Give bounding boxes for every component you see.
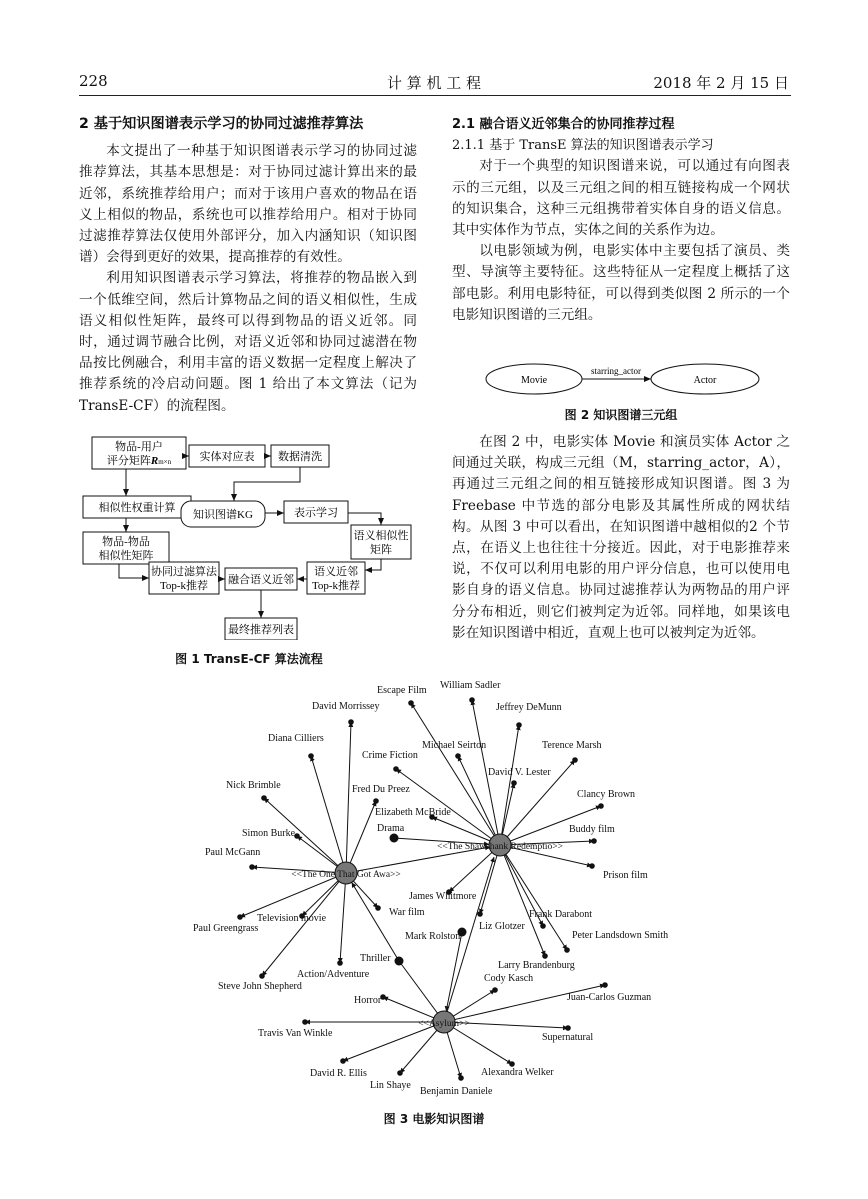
node-label-33: Travis Van Winkle (258, 1028, 333, 1039)
node-label-35: David R. Ellis (310, 1068, 367, 1079)
node-dot-37 (397, 1070, 403, 1076)
edge-30 (262, 873, 346, 976)
node-label-29: Cody Kasch (484, 973, 534, 984)
node-label-5: Michael Seirton (422, 740, 487, 751)
node-label-36: Alexandra Welker (481, 1067, 554, 1078)
node-label-14: Drama (377, 823, 405, 834)
node-dot-22 (237, 914, 243, 920)
node-label-19: War film (389, 907, 425, 918)
edge-27 (500, 845, 545, 956)
node-label-4: Diana Cilliers (268, 733, 324, 744)
box-repr-learning-text: 表示学习 (294, 507, 338, 519)
node-dot-7 (393, 766, 399, 772)
box-cf-topk-l2: Top-k推荐 (159, 580, 209, 592)
box-semantic-similarity-l1: 语义相似性 (353, 530, 409, 542)
node-dot-14 (390, 834, 399, 843)
node-dot-8 (511, 780, 517, 786)
right-paragraph-1: 对于一个典型的知识图谱来说，可以通过有向图表示的三元组，以及三元组之间的相互链接构成一个网状的知识集合，这种三元组携带着实体自身的语义信息。其中实体作为节点，实体之间的关系作为边。 (452, 158, 790, 239)
node-label-23: Liz Glotzer (479, 921, 525, 932)
node-dot-4 (308, 753, 314, 759)
node-dot-6 (572, 757, 578, 763)
node-dot-28 (337, 960, 343, 966)
box-semantic-neighbors-l1: 语义近邻 (314, 566, 358, 578)
node-dot-1 (469, 697, 475, 703)
hub-shawshank-label: <<The Shawshank Redemptio>> (437, 842, 563, 852)
node-label-3: Jeffrey DeMunn (496, 702, 562, 713)
node-label-26: Thriller (360, 953, 391, 964)
node-dot-26 (395, 957, 404, 966)
edge-10 (346, 801, 376, 873)
node-dot-29 (492, 987, 498, 993)
figure-2-caption: 图 2 知识图谱三元组 (564, 408, 678, 422)
node-dot-5 (455, 753, 461, 759)
node-label-18: James Whitmore (409, 891, 477, 902)
node-label-15: Buddy film (569, 824, 615, 835)
node-dot-23 (477, 911, 483, 917)
figure-3-caption: 图 3 电影知识图谱 (383, 1112, 485, 1126)
node-dot-9 (261, 795, 267, 801)
node-label-31: Juan-Carlos Guzman (567, 992, 652, 1003)
node-label-30: Steve John Shepherd (218, 981, 302, 992)
node-label-10: Fred Du Preez (352, 784, 410, 795)
right-paragraph-3: 在图 2 中，电影实体 Movie 和演员实体 Actor 之间通过关联，构成三元组（M，starring_actor，A），再通过三元组之间的相互链接形成知识图谱。图 3 为 Freebase 中节选的部分电影及其属性所成的网状结构。从图 3 中可以看出，在知识图谱中越相似的2 个节点，在语义上也往往十分接近。因此，对于电影推荐来说，不仅可以利用电影的用户评分信息，也可以使用电影自身的语义信息。协同过滤推荐认为两物品的用户评分分布相近，则它们被判定为近邻。同样地，如果该电影在知识图谱中相近，直观上也可以被判定为近邻。 (452, 434, 790, 641)
box-semantic-similarity-l2: 矩阵 (370, 544, 392, 556)
left-paragraph-2: 利用知识图谱表示学习算法，将推荐的物品嵌入到一个低维空间，然后计算物品之间的语义相似性，生成语义相似性矩阵，最终可以得到物品的语义近邻。同时，通过调节融合比例，对语义近邻和协同过滤潜在物品按比例融合，利用丰富的语义数据一定程度上解决了推荐系统的冷启动问题。图 1 给出了本文算法（记为 TransE-CF）的流程图。 (79, 270, 417, 414)
node-dot-2 (348, 719, 354, 725)
triple-relation-label: starring_actor (591, 366, 641, 376)
node-label-22: Paul Greengrass (193, 923, 259, 934)
node-label-38: Benjamin Daniele (420, 1086, 493, 1097)
node-label-9: Nick Brimble (226, 780, 281, 791)
edge-2 (346, 722, 351, 873)
node-label-8: David V. Lester (488, 767, 551, 778)
node-label-34: Supernatural (542, 1032, 594, 1043)
node-label-25: Peter Landsdown Smith (572, 930, 669, 941)
node-dot-34 (565, 1025, 571, 1031)
node-label-1: William Sadler (440, 680, 501, 691)
box-knowledge-graph-text: 知识图谱KG (193, 509, 253, 521)
node-dot-27 (542, 953, 548, 959)
node-label-11: Clancy Brown (577, 789, 636, 800)
node-dot-35 (340, 1058, 346, 1064)
node-dot-36 (509, 1061, 515, 1067)
subsubsection-title: 2.1.1 基于 TransE 算法的知识图谱表示学习 (452, 138, 714, 154)
node-dot-0 (408, 700, 414, 706)
node-dot-19 (375, 905, 381, 911)
right-paragraph-2: 以电影领域为例，电影实体中主要包括了演员、类型、导演等主要特征。这些特征从一定程度上概括了这部电影。利用电影特征，可以得到类似图 2 所示的一个电影知识图谱的三元组。 (452, 243, 790, 323)
box-data-cleaning-text: 数据清洗 (278, 451, 322, 463)
edge-4 (311, 756, 346, 873)
hub-asylum-label: <<Asylum>> (418, 1019, 470, 1029)
node-label-16: Paul McGann (205, 847, 261, 858)
node-label-21: Television movie (257, 913, 327, 924)
box-cf-topk-l1: 协同过滤算法 (151, 566, 217, 578)
node-label-13: Simon Burke (242, 828, 296, 839)
edge-28 (340, 873, 346, 963)
node-dot-11 (598, 803, 604, 809)
node-label-17: Prison film (603, 870, 648, 881)
node-dot-33 (302, 1019, 308, 1025)
section-title: 2 基于知识图谱表示学习的协同过滤推荐算法 (79, 116, 364, 132)
node-label-6: Terence Marsh (542, 740, 602, 751)
node-label-12: Elizabeth McBride (375, 807, 451, 818)
hub-one-that-got-away-label: <<The One That Got Awa>> (291, 870, 401, 880)
left-paragraph-1: 本文提出了一种基于知识图谱表示学习的协同过滤推荐算法，其基本思想是：对于协同过滤计算出来的最近邻，系统推荐给用户；而对于该用户喜欢的物品在语义上相似的物品，系统也可以推荐给用户。相对于协同过滤推荐算法仅使用外部评分，加入内涵知识（知识图谱）会得到更好的效果，提高推荐的有效性。 (79, 143, 417, 266)
figure-1-caption: 图 1 TransE-CF 算法流程 (175, 652, 323, 666)
box-item-similarity-l1: 物品-物品 (102, 536, 150, 548)
box-rating-matrix-l1: 物品-用户 (115, 441, 163, 453)
node-label-7: Crime Fiction (362, 750, 418, 761)
subsection-title: 2.1 融合语义近邻集合的协同推荐过程 (452, 117, 675, 132)
node-dot-17 (589, 863, 595, 869)
node-dot-10 (373, 798, 379, 804)
node-label-27: Larry Brandenburg (498, 960, 575, 971)
box-item-similarity-l2: 相似性矩阵 (98, 550, 154, 562)
node-dot-15 (591, 838, 597, 844)
node-dot-38 (458, 1075, 464, 1081)
triple-tail-label: Actor (693, 375, 717, 386)
box-similarity-weight-text: 相似性权重计算 (98, 502, 176, 514)
node-label-32: Horror (354, 995, 382, 1006)
box-rating-matrix-l2: 评分矩阵Rm×n (106, 455, 172, 467)
node-dot-30 (259, 973, 265, 979)
issue-date: 2018 年 2 月 15 日 (653, 74, 789, 92)
node-dot-25 (564, 947, 570, 953)
node-label-24: Mark Rolston (405, 931, 461, 942)
box-entity-table-text: 实体对应表 (199, 451, 255, 463)
box-semantic-neighbors-l2: Top-k推荐 (311, 580, 361, 592)
node-label-0: Escape Film (377, 685, 427, 696)
node-label-2: David Morrissey (312, 701, 380, 712)
node-dot-16 (249, 864, 255, 870)
node-label-28: Action/Adventure (297, 969, 370, 980)
edge-25 (500, 845, 567, 950)
box-final-list-text: 最终推荐列表 (228, 624, 294, 636)
box-fuse-neighbors-text: 融合语义近邻 (228, 574, 294, 586)
triple-head-label: Movie (520, 375, 548, 386)
node-label-20: Frank Darabont (529, 909, 593, 920)
journal-title: 计 算 机 工 程 (386, 74, 482, 92)
edge-26 (352, 882, 399, 961)
node-dot-31 (602, 982, 608, 988)
page-number: 228 (79, 72, 108, 90)
edge-31 (444, 985, 605, 1022)
node-label-37: Lin Shaye (370, 1080, 411, 1091)
node-dot-3 (516, 722, 522, 728)
node-dot-20 (540, 923, 546, 929)
